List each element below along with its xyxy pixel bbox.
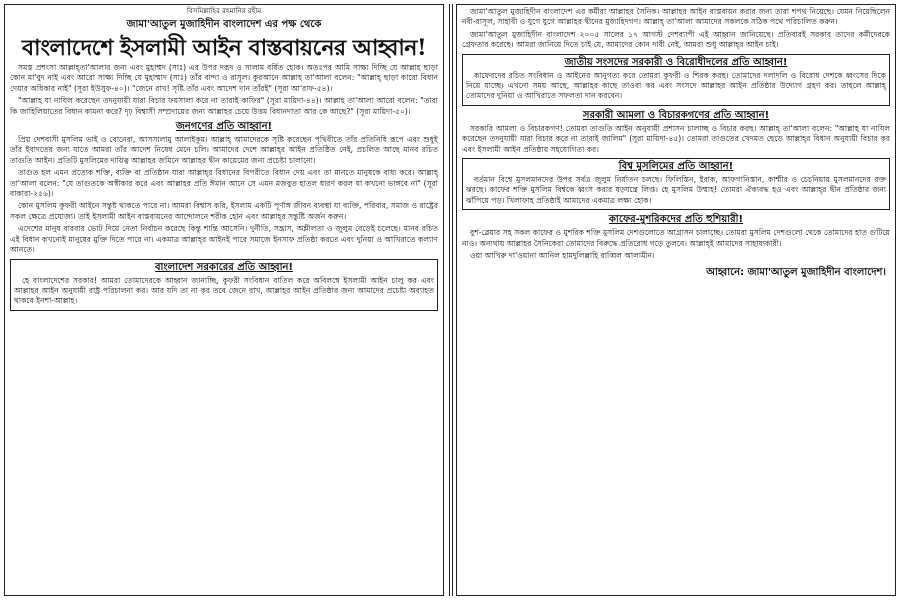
right-column	[456, 4, 896, 596]
parliament-appeal-box	[462, 54, 890, 106]
public-appeal-paragraph: কোন মুসলিম কুফরী আইনে সন্তুষ্ট থাকতে পারে না। আমরা বিশ্বাস করি, ইসলাম একটি পূর্ণাঙ্গ জীবন ব্যবস্থা যা ব্যক্তি, পরিবার, সমাজ ও রাষ্ট্রের সকল ক্ষেত্রে প্রযোজ্য। তাই ইসলামী আইন বাস্তবায়নের আন্দোলনে শরীক হোন এবং আল্লাহ্‌র সন্তুষ্টি অর্জন করুন।	[10, 201, 438, 221]
public-appeal-paragraph: প্রিয় দেশবাসী মুসলিম ভাই ও বোনেরা, আসসালামু আলাইকুম। আল্লাহ্‌ আমাদেরকে সৃষ্টি করেছেন পৃথিবীতে তাঁর প্রতিনিধি রূপে এবং শুধুই তাঁর ইবাদতের জন্য যাতে আমরা তাঁর আদেশ নিষেধ মেনে চলি। আমাদের দেশে আল্লাহ্‌র আইন প্রতিষ্ঠিত নেই, প্রচলিত আছে মানব রচিত তাগুতি আইন। প্রতিটি মুসলিমের দায়িত্ব আল্লাহর জমিনে আল্লাহর দ্বীন কায়েমের জন্য প্রচেষ্টা চালানো।	[10, 135, 438, 165]
right-intro-paragraph: জামা'আতুল মুজাহিদীন বাংলাদেশ এর কর্মীরা আল্লাহর সৈনিক। আল্লাহর আইন বাস্তবায়ন করার জন্য তারা শপথ নিয়েছে। যেমন নিয়েছিলেন নবী-রাসূল, সাহাবী ও যুগে যুগে আল্লাহর দ্বীনের মুজাহিদগণ। আল্লাহ্‌ তা'আলা আমাদের সকলকে সঠিক পথে পরিচালিত করুন।	[462, 7, 890, 27]
world-muslims-appeal-paragraph: বর্তমান বিশ্বে মুসলমানদের উপর সর্বত্র জুলুম নির্যাতন চলছে। ফিলিস্তিন, ইরাক, আফগানিস্তান, কাশ্মীর ও চেচনিয়ায় মুসলমানদের রক্ত ঝরছে। কাফের শক্তি মুসলিম বিশ্বকে ধ্বংস করার ষড়যন্ত্রে লিপ্ত। হে মুসলিম উম্মাহ! তোমরা ঐক্যবদ্ধ হও এবং আল্লাহ্‌র দ্বীন প্রতিষ্ঠার জন্য ঝাঁপিয়ে পড়। খিলাফাহ প্রতিষ্ঠাই আমাদের একমাত্র লক্ষ্য হোক।	[466, 175, 886, 205]
column-divider	[449, 4, 453, 596]
intro-quote-paragraph: "আল্লাহ যা নাযিল করেছেন তদনুযায়ী যারা বিচার ফয়সালা করে না তারাই কাফির" (সূরা মায়িদা-৪৪)। আল্লাহ তা'আলা আরো বলেন: "তারা কি জাহিলিয়াতের বিধান কামনা করে? দৃঢ় বিশ্বাসী সম্প্রদায়ের জন্য আল্লাহর চেয়ে উত্তম বিধানদাতা আর কে আছে?" (সূরা মায়িদা-৫০)।	[10, 96, 438, 116]
closing-line: ওয়া আখিরু দা'ওয়ানা আনিল হামদুলিল্লাহি রাব্বিল আলামীন।	[470, 251, 655, 261]
right-intro-paragraph: জামা'আতুল মুজাহিদীন বাংলাদেশ ২০০৫ সালের ১৭ আগস্ট দেশব্যাপী এই আহ্বান জানিয়েছে। প্রতিবারই সরকার তাদের কর্মীদেরকে গ্রেফতার করেছে। আমরা জানিয়ে দিতে চাই যে, আমাদের কোন দাবী নেই, আমরা শুধু আল্লাহ্‌র আইন চাই।	[462, 29, 890, 50]
section-title-world-muslims: বিশ্ব মুসলিমের প্রতি আহ্বান!	[618, 161, 734, 173]
section-title-warning: কাফের-মুশরিকদের প্রতি হুশিয়ারী!	[608, 214, 744, 226]
section-title-public: জনগণের প্রতি আহ্বান!	[175, 121, 273, 133]
section-title-officials: সরকারী আমলা ও বিচারকগণের প্রতি আহ্বান!	[582, 109, 770, 121]
government-appeal-paragraph: হে বাংলাদেশের সরকার! আমরা তোমাদেরকে আহ্বান জানাচ্ছি, কুফরী সংবিধান বাতিল করে অবিলম্বে ইসলামী আইন চালু কর এবং আল্লাহর আইন অনুযায়ী রাষ্ট্র পরিচালনা কর। আর যদি তা না কর তবে জেনে রাখ, আল্লাহর আইন প্রতিষ্ঠার জন্য আমাদের প্রচেষ্টা অব্যাহত থাকবে ইনশা-আল্লাহ।	[14, 275, 434, 306]
main-headline: বাংলাদেশে ইসলামী আইন বাস্তবায়নের আহ্বান!	[21, 35, 427, 61]
parliament-appeal-paragraph: কাফেরদের রচিত সংবিধান ও আইনের আনুগত্য করে তোমরা কুফরী ও শিরক করছ। তোমাদের দলাদলি ও বিরোধ দেশকে ধ্বংসের দিকে নিয়ে যাচ্ছে। এখনো সময় আছে, আল্লাহর কাছে তাওবা কর এবং সংসদে আল্লাহর আইন প্রতিষ্ঠার উদ্যোগ গ্রহণ কর। তাহলে আল্লাহ্‌ তোমাদের দুনিয়া ও আখিরাতে সফলতা দান করবেন।	[466, 70, 886, 101]
section-title-parliament: জাতীয় সংসদের সরকারী ও বিরোধীদলের প্রতি আহ্বান!	[564, 56, 788, 68]
officials-appeal-paragraph: সরকারি আমলা ও বিচারকগণ! তোমরা তাগুতি আইন অনুযায়ী প্রশাসন চালাচ্ছ ও বিচার করছ। আল্লাহ্‌ তা'আলা বলেন: "আল্লাহ যা নাযিল করেছেন তদনুযায়ী যারা বিচার করে না তারাই জালিম" (সূরা মায়িদা-৪৫)। তোমরা তাগুতের খেদমত ছেড়ে আল্লাহ্‌র বিধান অনুযায়ী বিচার কর এবং ইসলামী আইন প্রতিষ্ঠায় সহযোগিতা কর।	[462, 123, 890, 154]
left-frame	[4, 4, 444, 596]
publisher-line: জামা'আতুল মুজাহিদীন বাংলাদেশ এর পক্ষ থেকে	[126, 19, 322, 30]
section-title-government: বাংলাদেশ সরকারের প্রতি আহ্বান!	[154, 261, 294, 273]
right-frame	[456, 4, 896, 596]
world-muslims-appeal-box	[462, 158, 890, 210]
warning-paragraph: বুশ-ব্লেয়ার সহ সকল কাফের ও মুশরিক শক্তি মুসলিম দেশগুলোতে আগ্রাসন চালাচ্ছে। তোমরা মুসলিম দেশগুলো থেকে তোমাদের হাত গুটিয়ে নাও। অন্যথায় আল্লাহর সৈনিকেরা তোমাদের বিরুদ্ধে প্রতিরোধ গড়ে তুলবে। আল্লাহ্‌ই আমাদের সাহায্যকারী।	[462, 228, 890, 248]
public-appeal-paragraph: এদেশের মানুষ বারবার ভোট দিয়ে নেতা নির্বাচন করেছে কিন্তু শান্তি আসেনি। দুর্নীতি, সন্ত্রাস, অশ্লীলতা ও জুলুম বেড়েই চলেছে। মানব রচিত এই বিধান কখনোই মানুষের মুক্তি দিতে পারে না। একমাত্র আল্লাহ্‌র আইনই পারে সমাজে ইনসাফ প্রতিষ্ঠা করতে এবং দুনিয়া ও আখিরাতে কল্যাণ আনতে।	[10, 224, 438, 255]
left-column	[4, 4, 444, 596]
bismillah-line: বিসমিল্লাহির রহমানির রহীম	[186, 7, 262, 15]
public-appeal-paragraph: তাগুত হল এমন প্রত্যেক শক্তি, ব্যক্তি বা প্রতিষ্ঠান যারা আল্লাহ্‌র বিধানের বিপরীতে বিধান দেয় এবং তা মানতে মানুষকে বাধ্য করে। আল্লাহ্‌ তা'আলা বলেন: "যে তাগুতকে অস্বীকার করে এবং আল্লাহর প্রতি ঈমান আনে সে এমন মজবুত হাতল ধারণ করল যা কখনো ভাঙ্গবে না" (সূরা বাকারা-২৫৬)।	[10, 168, 438, 199]
signature-line: আহ্বানে: জামা'আতুল মুজাহিদীন বাংলাদেশ।	[706, 266, 886, 278]
public-appeal-section	[10, 135, 438, 255]
intro-paragraph: সমস্ত প্রশংসা আল্লাহ্‌তা'আলার জন্য এবং মুহাম্মদ (সাঃ) এর উপর দরূদ ও সালাম বর্ষিত হোক। অতঃপর আমি সাক্ষ্য দিচ্ছি যে আল্লাহ ছাড়া কোন মা'বুদ নাই এবং আরো সাক্ষ্য দিচ্ছি যে মুহাম্মাদ (সাঃ) তাঁর বান্দা ও রাসূল। কুরআনে আল্লাহ তা'আলা বলেন: "আল্লাহ্‌ ছাড়া কারো বিধান দেয়ার অধিকার নাই" (সূরা ইউসুফ-৪০)। "জেনে রাখ! সৃষ্টি তাঁর এবং আদেশ দান তাঁরই" (সূরা আ'রাফ-৫৪)।	[10, 63, 438, 93]
government-appeal-box	[10, 259, 438, 311]
intro-section	[10, 63, 438, 117]
right-intro-section	[462, 7, 890, 51]
